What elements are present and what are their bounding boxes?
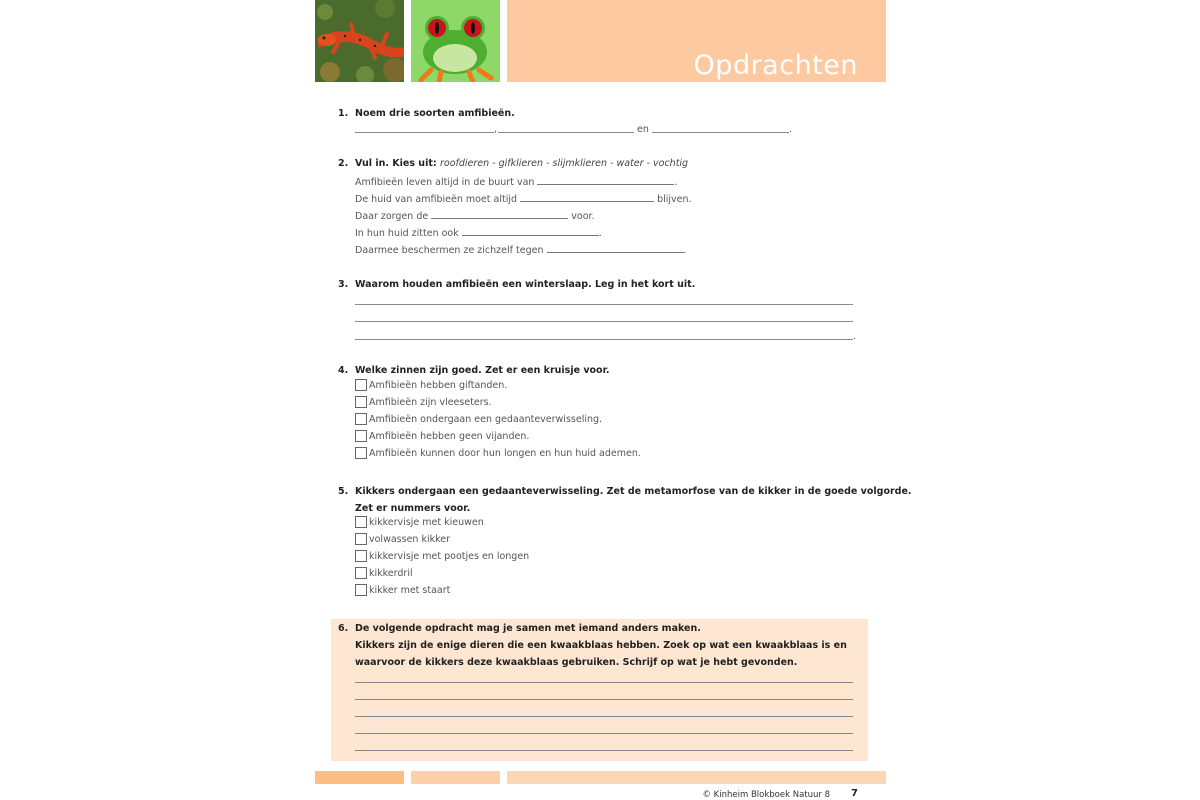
- answer-blank[interactable]: [520, 193, 654, 202]
- sentence-end: .: [674, 177, 678, 188]
- sentence-end: .: [598, 228, 602, 239]
- answer-line[interactable]: [355, 304, 853, 305]
- question-number: 4.: [338, 365, 349, 376]
- checkbox-item: [355, 567, 413, 579]
- footer-bar: [315, 771, 404, 784]
- sentence-start: Amfibieën leven altijd in de buurt van: [355, 177, 535, 188]
- checkbox-item: [355, 430, 529, 442]
- checkbox-item: [355, 447, 641, 459]
- sentence-end: blijven.: [657, 194, 692, 205]
- checkbox[interactable]: [355, 396, 367, 408]
- checkbox-label: Amfibieën zijn vleeseters.: [369, 396, 492, 408]
- checkbox-item: [355, 516, 484, 528]
- checkbox-item: [355, 550, 529, 562]
- checkbox-label: kikker met staart: [369, 584, 451, 596]
- question-text: waarvoor de kikkers deze kwaakblaas gebruiken. Schrijf op wat je hebt gevonden.: [355, 657, 798, 668]
- footer-bar: [411, 771, 500, 784]
- answer-line[interactable]: [498, 132, 634, 133]
- question-text: Welke zinnen zijn goed. Zet er een kruisje voor.: [355, 365, 610, 376]
- answer-blank[interactable]: [462, 227, 599, 236]
- frog-photo: [411, 0, 500, 82]
- page-number: 7: [851, 788, 858, 799]
- checkbox-item: [355, 413, 602, 425]
- sentence-start: In hun huid zitten ook: [355, 228, 459, 239]
- fill-sentence: [355, 244, 687, 256]
- checkbox-label: Amfibieën hebben giftanden.: [369, 379, 508, 391]
- checkbox-label: kikkervisje met pootjes en longen: [369, 550, 530, 562]
- answer-line[interactable]: [355, 682, 853, 683]
- answer-line[interactable]: [355, 339, 853, 340]
- checkbox-label: kikkervisje met kieuwen: [369, 516, 484, 528]
- answer-line[interactable]: [355, 699, 853, 700]
- copyright-text: © Kinheim Blokboek Natuur 8: [702, 790, 830, 800]
- checkbox-item: [355, 533, 450, 545]
- question-text: Noem drie soorten amfibieën.: [355, 108, 515, 119]
- sentence-end: voor.: [571, 211, 595, 222]
- checkbox[interactable]: [355, 413, 367, 425]
- question-number: 6.: [338, 623, 349, 634]
- checkbox[interactable]: [355, 567, 367, 579]
- checkbox-label: Amfibieën ondergaan een gedaanteverwisseling.: [369, 413, 603, 425]
- question-number: 2.: [338, 158, 349, 169]
- checkbox-item: [355, 379, 507, 391]
- answer-line[interactable]: [355, 716, 853, 717]
- header-band: [507, 0, 886, 82]
- question-text: Waarom houden amfibieën een winterslaap. Leg in het kort uit.: [355, 279, 696, 290]
- answer-line[interactable]: [355, 733, 853, 734]
- separator-comma: ,: [494, 124, 498, 135]
- sentence-start: De huid van amfibieën moet altijd: [355, 194, 518, 205]
- sentence-start: Daarmee beschermen ze zichzelf tegen: [355, 245, 544, 256]
- question-number: 3.: [338, 279, 349, 290]
- footer-bar: [507, 771, 886, 784]
- answer-line[interactable]: [652, 132, 789, 133]
- answer-line[interactable]: [355, 750, 853, 751]
- answer-blank[interactable]: [537, 176, 674, 185]
- separator-period: .: [853, 331, 857, 342]
- question-number: 1.: [338, 108, 349, 119]
- checkbox[interactable]: [355, 379, 367, 391]
- answer-blank[interactable]: [547, 244, 684, 253]
- separator-en: en: [637, 124, 649, 135]
- fill-sentence: [355, 227, 602, 239]
- salamander-photo: [315, 0, 404, 82]
- checkbox-label: Amfibieën hebben geen vijanden.: [369, 430, 530, 442]
- question-text: De volgende opdracht mag je samen met iemand anders maken.: [355, 623, 701, 634]
- checkbox[interactable]: [355, 447, 367, 459]
- separator-period: .: [789, 124, 793, 135]
- word-options: roofdieren - gifklieren - slijmklieren - water - vochtig: [439, 158, 689, 169]
- checkbox-label: Amfibieën kunnen door hun longen en hun huid ademen.: [369, 447, 641, 459]
- question-text: [355, 158, 688, 169]
- answer-blank[interactable]: [431, 210, 568, 219]
- sentence-start: Daar zorgen de: [355, 211, 429, 222]
- question-text: Kikkers ondergaan een gedaanteverwisseling. Zet de metamorfose van de kikker in de goede volgorde.: [355, 486, 912, 497]
- question-text: Zet er nummers voor.: [355, 503, 471, 514]
- checkbox-label: kikkerdril: [369, 567, 413, 579]
- checkbox[interactable]: [355, 550, 367, 562]
- question-instruction: Vul in. Kies uit:: [355, 158, 437, 169]
- question-number: 5.: [338, 486, 349, 497]
- checkbox[interactable]: [355, 584, 367, 596]
- question-text: Kikkers zijn de enige dieren die een kwaakblaas hebben. Zoek op wat een kwaakblaas is en: [355, 640, 847, 651]
- checkbox[interactable]: [355, 516, 367, 528]
- checkbox[interactable]: [355, 430, 367, 442]
- fill-sentence: [355, 193, 692, 205]
- page-title: Opdrachten: [693, 50, 858, 81]
- checkbox-item: [355, 584, 450, 596]
- fill-sentence: [355, 176, 677, 188]
- checkbox-item: [355, 396, 492, 408]
- checkbox-label: volwassen kikker: [369, 533, 451, 545]
- answer-line[interactable]: [355, 132, 494, 133]
- sentence-end: .: [683, 245, 687, 256]
- checkbox[interactable]: [355, 533, 367, 545]
- answer-line[interactable]: [355, 321, 853, 322]
- fill-sentence: [355, 210, 595, 222]
